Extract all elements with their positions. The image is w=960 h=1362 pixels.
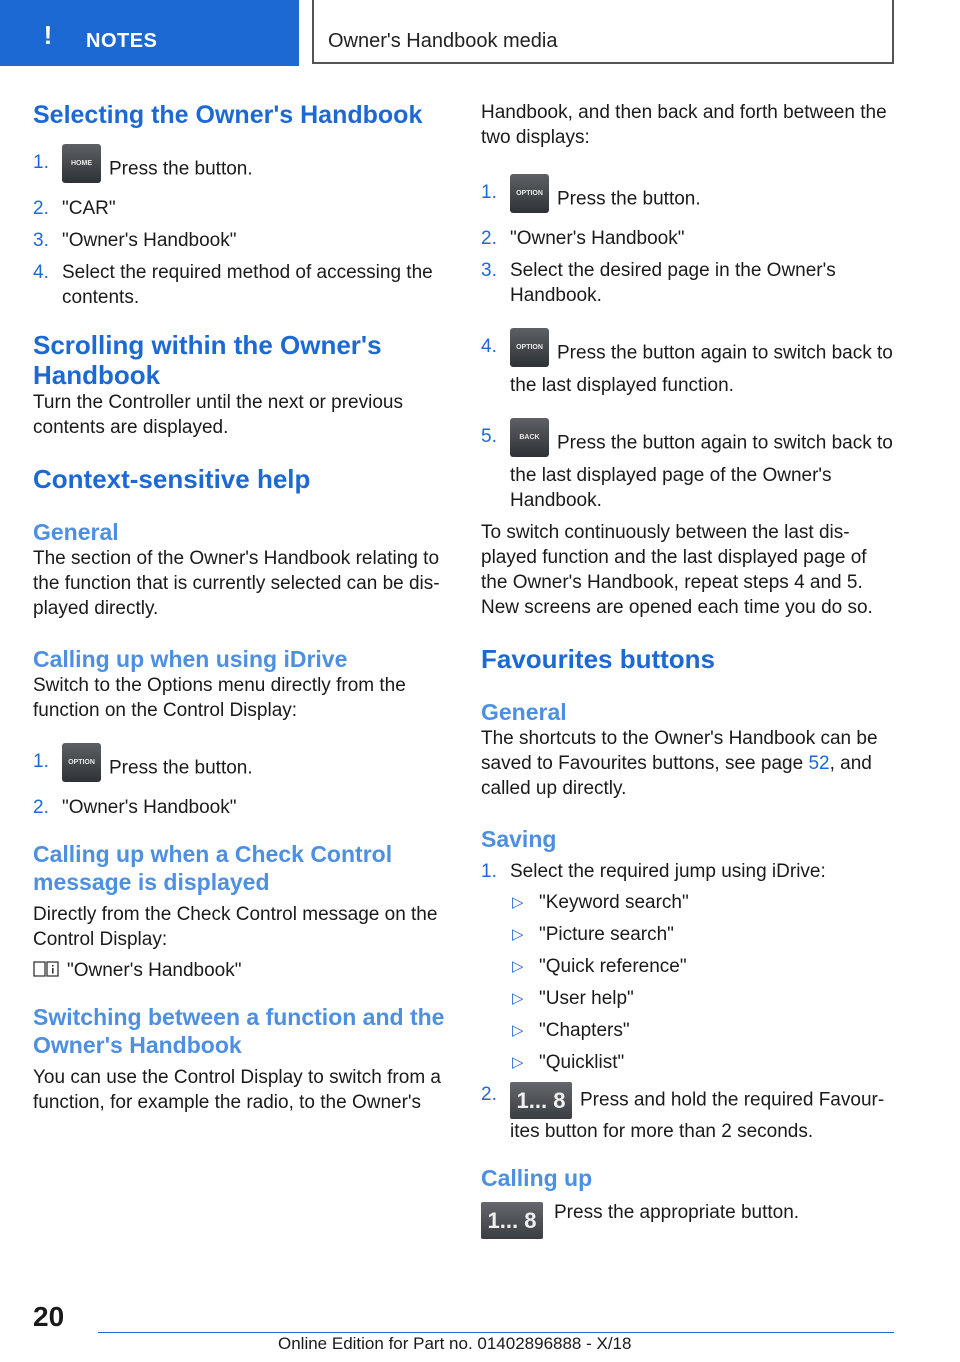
triangle-bullet-icon: ▷ [512, 958, 524, 975]
check-control-text: Directly from the Check Control message on the Control Display: [33, 904, 438, 950]
calling-up-text: 1... 8 Press the appropriate button. [481, 1202, 895, 1242]
idrive-text: Switch to the Options menu directly from the function on the Control Display: [33, 675, 406, 721]
list-item: ▷ "Picture search" [512, 924, 674, 945]
triangle-bullet-icon: ▷ [512, 894, 524, 911]
list-item: ▷ "Chapters" [512, 1020, 630, 1041]
list-item: ▷ "Keyword search" [512, 892, 689, 913]
list-item: 3. "Owner's Handbook" [33, 230, 237, 251]
right-column [481, 100, 895, 1242]
list-item: 2. "Owner's Handbook" [481, 228, 685, 249]
selecting-steps [33, 150, 447, 310]
continuous-switch-text: To switch continuously between the last displayed function and the last displayed page of the Owner's Handbook, repeat steps 4 and 5. New screens are opened each time you do so. [481, 522, 873, 618]
saving-steps [481, 859, 895, 1144]
chapter-title-box [312, 0, 894, 64]
left-column [33, 100, 447, 1115]
subsection-general: General [33, 519, 119, 545]
section-title-context-help: Context-sensitive help [33, 464, 311, 494]
subsection-saving: Saving [481, 826, 557, 852]
general-text: The section of the Owner's Handbook relating to the function that is currently selected can be displayed directly. [33, 548, 440, 619]
back-button-icon: BACK [510, 418, 549, 457]
list-item: 1. HOME Press the button. [33, 150, 447, 189]
subsection-fav-general: General [481, 699, 567, 725]
option-button-icon: OPTION [62, 743, 101, 782]
option-button-icon: OPTION [510, 328, 549, 367]
idrive-steps [33, 749, 447, 820]
notes-tab [0, 0, 299, 66]
chapter-title: Owner's Handbook media [328, 30, 558, 52]
section-title-selecting: Selecting the Owner's Handbook [33, 101, 423, 129]
list-item: 1. OPTION Press the button. [481, 180, 895, 219]
scrolling-text: Turn the Controller until the next or previous contents are displayed. [33, 392, 403, 438]
section-title-scrolling: Scrolling within the Owner's Handbook [33, 330, 382, 390]
owners-handbook-icon [33, 960, 59, 978]
triangle-bullet-icon: ▷ [512, 1054, 524, 1071]
favourites-button-icon: 1... 8 [510, 1082, 572, 1119]
subsection-idrive: Calling up when using iDrive [33, 646, 348, 672]
list-item: 4. OPTION Press the button again to switch back to the last displayed function. [481, 334, 895, 398]
option-button-icon: OPTION [510, 174, 549, 213]
subsection-check-control: Calling up when a Check Control message is displayed [33, 841, 393, 895]
list-item: 5. BACK Press the button again to switch back to the last displayed page of the Owner's Handbook. [481, 424, 895, 513]
list-item: 1. Select the required jump using iDrive: ▷ "Keyword search" ▷ "Picture search" ▷ "Quick reference" ▷ "User help" ▷ "Chapters" ▷ "Quicklist" [481, 859, 895, 1075]
list-item: 2. 1... 8 Press and hold the required Favourites button for more than 2 seconds. [481, 1084, 885, 1142]
list-item: 1. OPTION Press the button. [33, 749, 447, 788]
list-item: 2. "CAR" [33, 198, 116, 219]
page-number: 20 [33, 1301, 65, 1332]
jump-options-list [510, 890, 895, 1075]
check-control-item: "Owner's Handbook" [33, 958, 447, 983]
page-header [0, 0, 960, 66]
notes-label: NOTES [86, 30, 158, 52]
section-title-favourites: Favourites buttons [481, 644, 716, 674]
switching-text-continued: Handbook, and then back and forth between the two displays: [481, 102, 887, 148]
list-item: 4. Select the required method of accessing the contents. [33, 262, 433, 308]
page-52-link[interactable]: 52 [808, 753, 830, 774]
footer-divider [98, 1332, 894, 1333]
list-item: 3. Select the desired page in the Owner's Handbook. [481, 260, 836, 306]
home-button-icon: HOME [62, 144, 101, 183]
favourites-button-icon: 1... 8 [481, 1202, 543, 1239]
footer-edition: Online Edition for Part no. 01402896888 - X/18 [278, 1334, 632, 1353]
list-item: ▷ "Quicklist" [512, 1052, 625, 1073]
switching-steps [481, 180, 895, 513]
subsection-switching: Switching between a function and the Owner's Handbook [33, 1004, 445, 1058]
switching-text: You can use the Control Display to switch from a function, for example the radio, to the Owner's [33, 1067, 441, 1113]
subsection-calling-up: Calling up [481, 1165, 593, 1191]
triangle-bullet-icon: ▷ [512, 1022, 524, 1039]
fav-general-text: The shortcuts to the Owner's Handbook can be saved to Favourites buttons, see page 52, and called up directly. [481, 728, 878, 799]
triangle-bullet-icon: ▷ [512, 990, 524, 1007]
list-item: 2. "Owner's Handbook" [33, 797, 237, 818]
exclamation-icon: ! [43, 20, 53, 50]
list-item: ▷ "User help" [512, 988, 634, 1009]
triangle-bullet-icon: ▷ [512, 926, 524, 943]
list-item: ▷ "Quick reference" [512, 956, 687, 977]
